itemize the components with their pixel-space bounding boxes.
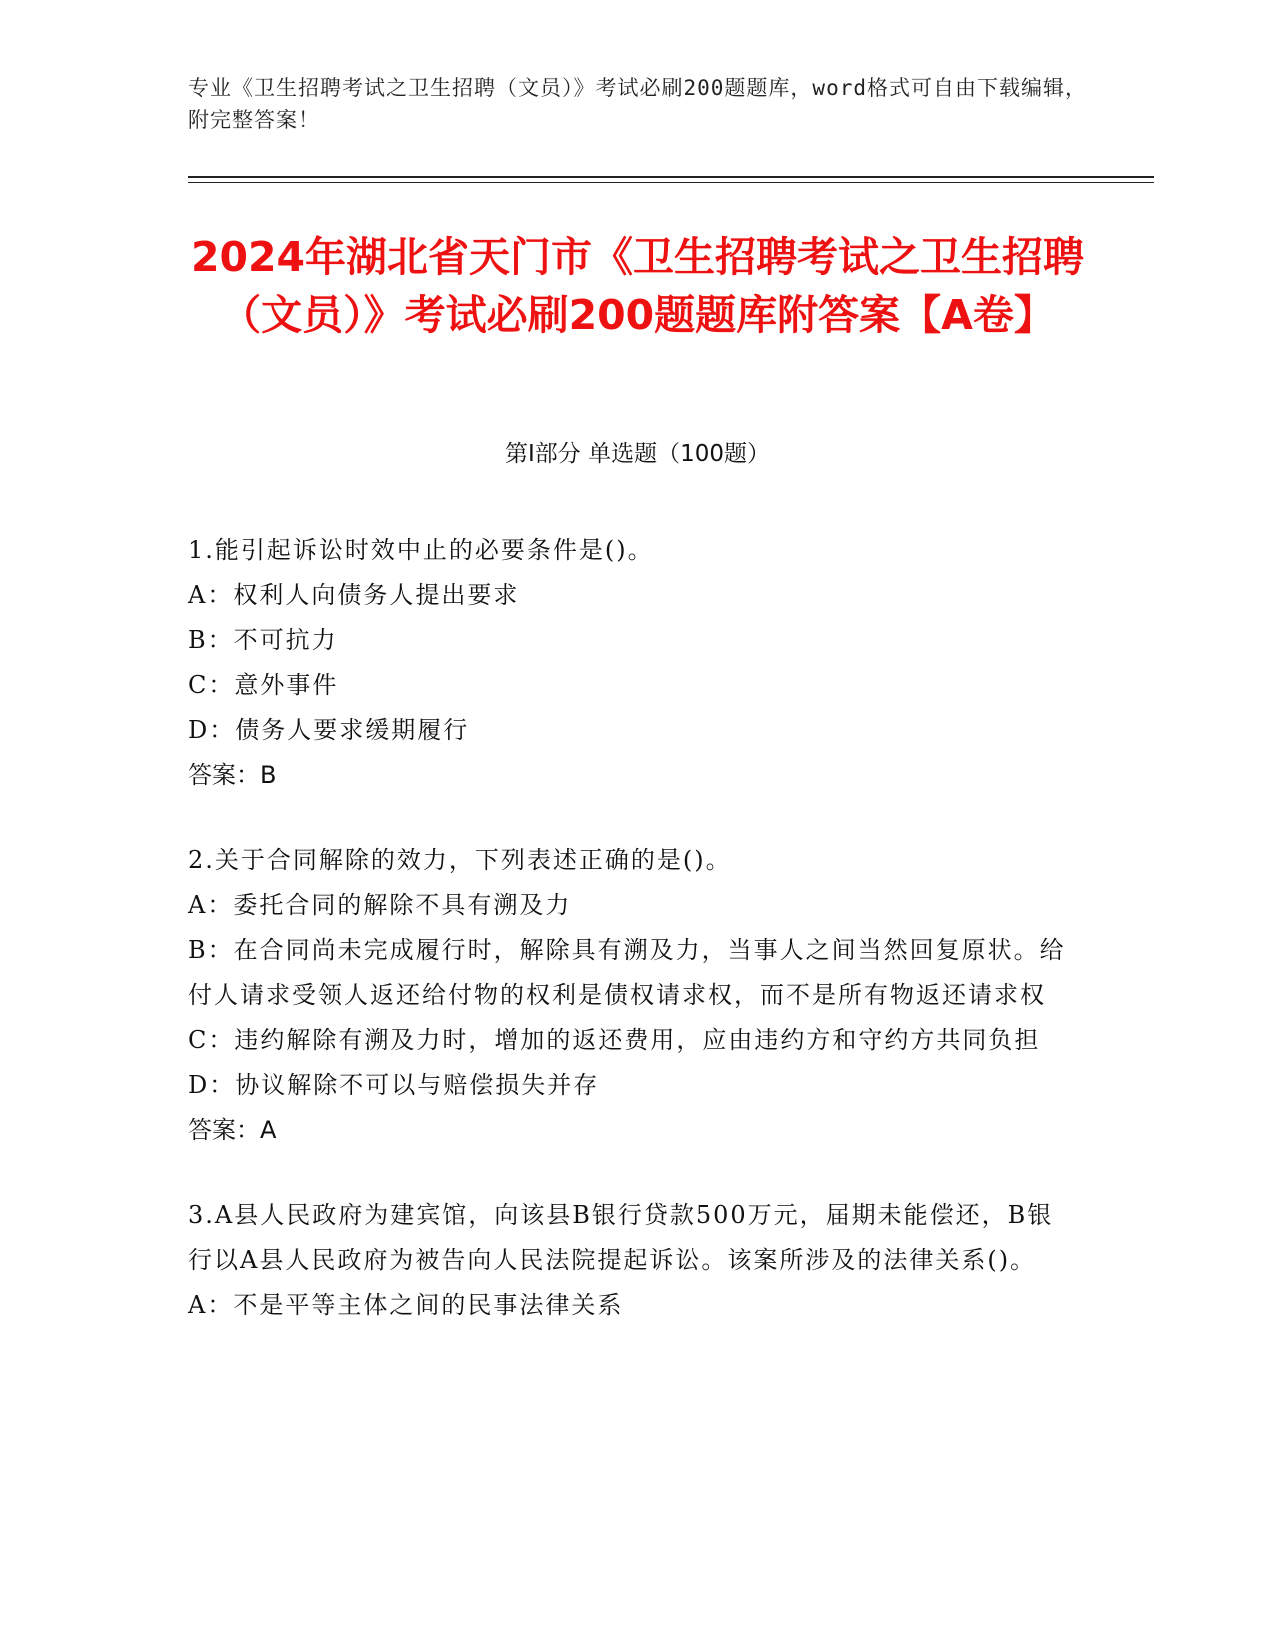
- question-text: 3.A县人民政府为建宾馆，向该县B银行贷款500万元，届期未能偿还，B银行以A县人民政府为被告向人民法院提起诉讼。该案所涉及的法律关系()。: [188, 1201, 1054, 1274]
- header-divider-thin: [188, 182, 1154, 183]
- document-title: 2024年湖北省天门市《卫生招聘考试之卫生招聘（文员）》考试必刷200题题库附答案【A卷】: [190, 233, 1085, 339]
- option-a: A：委托合同的解除不具有溯及力: [188, 891, 572, 919]
- section-title: 第Ⅰ部分 单选题（100题）: [505, 441, 770, 467]
- question-text: 2.关于合同解除的效力，下列表述正确的是()。: [188, 846, 732, 874]
- option-b: B：不可抗力: [188, 626, 338, 654]
- option-a: A：权利人向债务人提出要求: [188, 581, 520, 609]
- option-d: D：债务人要求缓期履行: [188, 716, 470, 744]
- option-d: D：协议解除不可以与赔偿损失并存: [188, 1071, 600, 1099]
- question-3: [188, 1193, 1078, 1328]
- question-list: [188, 528, 1078, 1368]
- question-2: [188, 838, 1078, 1153]
- option-c: C：意外事件: [188, 671, 339, 699]
- option-a: A：不是平等主体之间的民事法律关系: [188, 1291, 624, 1319]
- answer: 答案：B: [188, 761, 277, 789]
- header-note: 专业《卫生招聘考试之卫生招聘（文员）》考试必刷200题题库，word格式可自由下载编辑，附完整答案！: [188, 76, 1087, 132]
- header-divider-thick: [188, 176, 1154, 178]
- option-b: B：在合同尚未完成履行时，解除具有溯及力，当事人之间当然回复原状。给付人请求受领人返还给付物的权利是债权请求权，而不是所有物返还请求权: [188, 936, 1066, 1009]
- question-text: 1.能引起诉讼时效中止的必要条件是()。: [188, 536, 654, 564]
- option-c: C：违约解除有溯及力时，增加的返还费用，应由违约方和守约方共同负担: [188, 1026, 1041, 1054]
- question-1: [188, 528, 1078, 798]
- answer: 答案：A: [188, 1116, 277, 1144]
